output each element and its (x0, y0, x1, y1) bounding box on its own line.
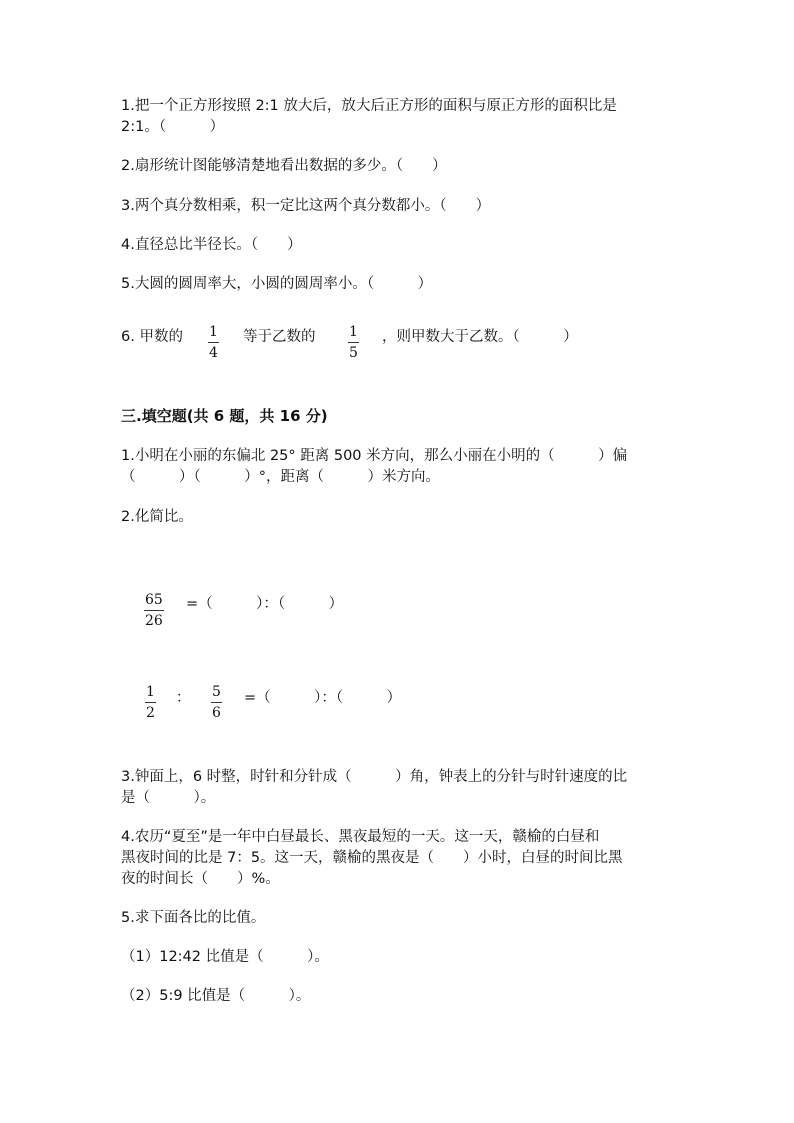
judge-q6-fraction-1 (208, 324, 219, 361)
fill-q5: 5.求下面各比的比值。 (121, 910, 266, 926)
fill-q3-line2: 是（ ）。 (121, 790, 216, 806)
ratio1-fraction (144, 592, 164, 629)
judge-q6-prefix: 6. 甲数的 (121, 329, 183, 345)
fraction-denominator: 4 (209, 345, 218, 361)
judge-q1-line2: 2:1。（ ） (121, 119, 225, 135)
fill-q4-line1: 4.农历“夏至”是一年中白昼最长、黑夜最短的一天。这一天，赣榆的白昼和 (121, 829, 600, 845)
fraction-denominator: 26 (145, 613, 163, 629)
fraction-numerator: 5 (212, 684, 221, 700)
fill-q1-line2: （ ）（ ）°，距离（ ）米方向。 (121, 469, 440, 485)
fraction-bar (211, 702, 222, 703)
ratio2-colon: ： (176, 690, 191, 706)
fill-q4-line3: 夜的时间长（ ）%。 (121, 871, 280, 887)
fill-q3-line1: 3.钟面上，6 时整，时针和分针成（ ）角，钟表上的分针与时针速度的比 (121, 769, 628, 785)
ratio2-answer: =（ ）：（ ） (244, 690, 402, 706)
fill-q5-item-2: （2）5:9 比值是（ ）。 (121, 988, 311, 1004)
fraction-bar (144, 610, 164, 611)
fraction-bar (208, 342, 219, 343)
judge-q2: 2.扇形统计图能够清楚地看出数据的多少。（ ） (121, 158, 447, 174)
fill-q5-item-1: （1）12:42 比值是（ ）。 (121, 949, 329, 965)
ratio2-fraction-a (145, 684, 156, 721)
fraction-numerator: 1 (349, 324, 358, 340)
fill-q4-line2: 黑夜时间的比是 7：5。这一天，赣榆的黑夜是（ ）小时，白昼的时间比黑 (121, 850, 623, 866)
fraction-bar (145, 702, 156, 703)
fill-q1-line1: 1.小明在小丽的东偏北 25° 距离 500 米方向，那么小丽在小明的（ ）偏 (121, 448, 628, 464)
fill-q2: 2.化简比。 (121, 509, 193, 525)
judge-q5: 5.大圆的圆周率大，小圆的圆周率小。（ ） (121, 276, 433, 292)
section-title: 三.填空题(共 6 题，共 16 分) (121, 407, 328, 425)
fraction-numerator: 65 (145, 592, 163, 608)
ratio2-fraction-b (211, 684, 222, 721)
fraction-numerator: 1 (146, 684, 155, 700)
judge-q3: 3.两个真分数相乘，积一定比这两个真分数都小。（ ） (121, 198, 491, 214)
fraction-denominator: 6 (212, 705, 221, 721)
judge-q6-suffix: ，则甲数大于乙数。（ ） (382, 329, 578, 345)
judge-q6-middle: 等于乙数的 (243, 329, 316, 345)
fraction-denominator: 2 (146, 705, 155, 721)
judge-q4: 4.直径总比半径长。（ ） (121, 237, 302, 253)
fraction-denominator: 5 (349, 345, 358, 361)
judge-q1-line1: 1.把一个正方形按照 2:1 放大后，放大后正方形的面积与原正方形的面积比是 (121, 98, 617, 114)
fraction-bar (348, 342, 359, 343)
ratio1-answer: =（ ）：（ ） (186, 596, 344, 612)
fraction-numerator: 1 (209, 324, 218, 340)
judge-q6-fraction-2 (348, 324, 359, 361)
